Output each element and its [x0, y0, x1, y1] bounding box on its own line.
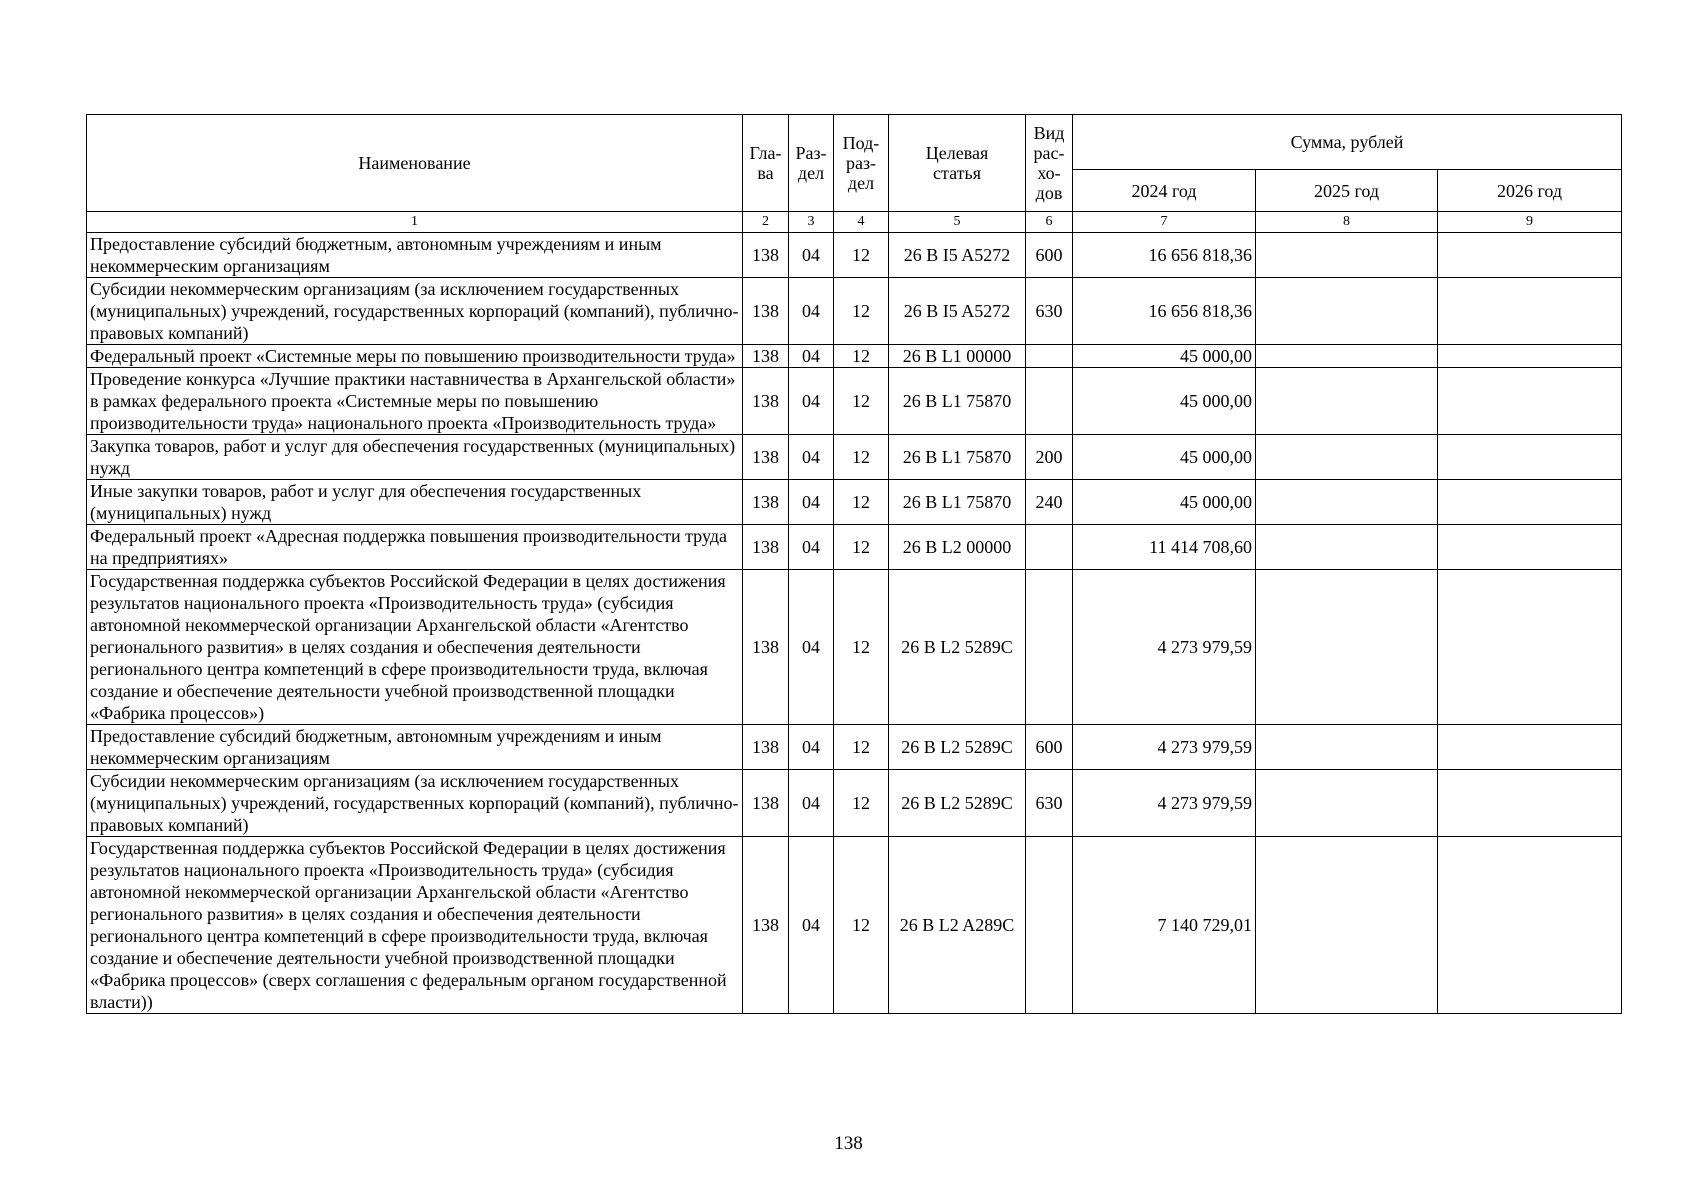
- row-sum-2024: 45 000,00: [1073, 345, 1256, 368]
- row-sum-2025: [1256, 435, 1438, 480]
- row-name: Субсидии некоммерческим организациям (за исключением государственных (муниципальных) учреждений, государственных корпораций (компаний), публично-правовых компаний): [87, 770, 743, 837]
- table-row: [87, 480, 1622, 525]
- page-number: 138: [834, 1133, 863, 1154]
- row-name: Федеральный проект «Адресная поддержка повышения производительности труда на предприятиях»: [87, 525, 743, 570]
- row-chapter: 138: [743, 770, 789, 837]
- row-expense-type: [1026, 570, 1073, 725]
- row-target: 26 В L2 00000: [889, 525, 1026, 570]
- row-target: 26 В L2 5289C: [889, 725, 1026, 770]
- table-row: [87, 770, 1622, 837]
- header-subsection-label: Под- раз- дел: [842, 133, 880, 193]
- row-chapter: 138: [743, 435, 789, 480]
- row-expense-type: [1026, 837, 1073, 1014]
- header-year-2024: 2024 год: [1073, 170, 1256, 212]
- column-number: 6: [1026, 212, 1073, 233]
- row-sum-2026: [1438, 435, 1622, 480]
- row-sum-2025: [1256, 837, 1438, 1014]
- column-number: 8: [1256, 212, 1438, 233]
- row-target: 26 В L1 75870: [889, 480, 1026, 525]
- row-sum-2025: [1256, 345, 1438, 368]
- row-subsection: 12: [834, 570, 889, 725]
- row-sum-2025: [1256, 525, 1438, 570]
- row-subsection: 12: [834, 725, 889, 770]
- header-subsection: [834, 115, 889, 212]
- row-target: 26 В L2 A289C: [889, 837, 1026, 1014]
- row-target: 26 В L2 5289C: [889, 570, 1026, 725]
- row-expense-type: [1026, 368, 1073, 435]
- row-sum-2025: [1256, 725, 1438, 770]
- row-sum-2026: [1438, 725, 1622, 770]
- row-sum-2024: 16 656 818,36: [1073, 233, 1256, 278]
- row-sum-2024: 11 414 708,60: [1073, 525, 1256, 570]
- row-name: Закупка товаров, работ и услуг для обеспечения государственных (муниципальных) нужд: [87, 435, 743, 480]
- row-name: Иные закупки товаров, работ и услуг для обеспечения государственных (муниципальных) нужд: [87, 480, 743, 525]
- row-name: Предоставление субсидий бюджетным, автономным учреждениям и иным некоммерческим организациям: [87, 725, 743, 770]
- row-section: 04: [789, 233, 834, 278]
- header-target-label: Целевая статья: [925, 143, 989, 183]
- row-target: 26 В L1 00000: [889, 345, 1026, 368]
- row-name: Предоставление субсидий бюджетным, автономным учреждениям и иным некоммерческим организациям: [87, 233, 743, 278]
- header-section: [789, 115, 834, 212]
- row-sum-2026: [1438, 233, 1622, 278]
- row-sum-2026: [1438, 770, 1622, 837]
- row-sum-2025: [1256, 480, 1438, 525]
- row-section: 04: [789, 435, 834, 480]
- row-chapter: 138: [743, 368, 789, 435]
- table-row: [87, 725, 1622, 770]
- row-section: 04: [789, 278, 834, 345]
- row-expense-type: 630: [1026, 278, 1073, 345]
- row-target: 26 В L1 75870: [889, 435, 1026, 480]
- row-expense-type: 240: [1026, 480, 1073, 525]
- row-expense-type: [1026, 525, 1073, 570]
- row-sum-2026: [1438, 480, 1622, 525]
- row-chapter: 138: [743, 278, 789, 345]
- row-sum-2026: [1438, 837, 1622, 1014]
- column-number: 3: [789, 212, 834, 233]
- row-section: 04: [789, 368, 834, 435]
- row-name: Государственная поддержка субъектов Российской Федерации в целях достижения результатов национального проекта «Производительность труда» (субсидия автономной некоммерческой организации Архангельской области «Агентство регионального развития» в целях создания и обеспечения деятельности регионального центра компетенций в сфере производительности труда, включая создание и обеспечение деятельности учебной производственной площадки «Фабрика процессов»): [87, 570, 743, 725]
- row-name: Субсидии некоммерческим организациям (за исключением государственных (муниципальных) учреждений, государственных корпораций (компаний), публично-правовых компаний): [87, 278, 743, 345]
- row-sum-2024: 16 656 818,36: [1073, 278, 1256, 345]
- table-row: [87, 525, 1622, 570]
- row-sum-2024: 45 000,00: [1073, 480, 1256, 525]
- column-number: 4: [834, 212, 889, 233]
- row-sum-2026: [1438, 278, 1622, 345]
- row-subsection: 12: [834, 278, 889, 345]
- row-sum-2024: 45 000,00: [1073, 368, 1256, 435]
- column-numbers-row: [87, 212, 1622, 233]
- row-sum-2024: 4 273 979,59: [1073, 725, 1256, 770]
- column-number: 2: [743, 212, 789, 233]
- table-row: [87, 435, 1622, 480]
- row-target: 26 В I5 A5272: [889, 278, 1026, 345]
- header-expense-type-label: Вид рас- хо- дов: [1033, 123, 1065, 203]
- column-number: 7: [1073, 212, 1256, 233]
- row-sum-2026: [1438, 368, 1622, 435]
- row-chapter: 138: [743, 345, 789, 368]
- row-subsection: 12: [834, 480, 889, 525]
- row-sum-2024: 45 000,00: [1073, 435, 1256, 480]
- header-chapter-label: Гла- ва: [749, 143, 782, 183]
- header-section-label: Раз- дел: [795, 143, 827, 183]
- row-target: 26 В L2 5289C: [889, 770, 1026, 837]
- table-row: [87, 278, 1622, 345]
- header-expense-type: [1026, 115, 1073, 212]
- row-chapter: 138: [743, 837, 789, 1014]
- table-row: [87, 570, 1622, 725]
- row-sum-2026: [1438, 345, 1622, 368]
- row-name: Государственная поддержка субъектов Российской Федерации в целях достижения результатов национального проекта «Производительность труда» (субсидия автономной некоммерческой организации Архангельской области «Агентство регионального развития» в целях создания и обеспечения деятельности регионального центра компетенций в сфере производительности труда, включая создание и обеспечение деятельности учебной производственной площадки «Фабрика процессов» (сверх соглашения с федеральным органом государственной власти)): [87, 837, 743, 1014]
- row-name: Федеральный проект «Системные меры по повышению производительности труда»: [87, 345, 743, 368]
- header-year-2026: 2026 год: [1438, 170, 1622, 212]
- row-sum-2025: [1256, 570, 1438, 725]
- table-body: [87, 233, 1622, 1014]
- header-target: [889, 115, 1026, 212]
- row-subsection: 12: [834, 368, 889, 435]
- row-expense-type: 630: [1026, 770, 1073, 837]
- row-subsection: 12: [834, 345, 889, 368]
- row-sum-2025: [1256, 368, 1438, 435]
- row-target: 26 В I5 A5272: [889, 233, 1026, 278]
- budget-table: [86, 114, 1622, 1014]
- header-name: Наименование: [87, 115, 743, 212]
- row-name: Проведение конкурса «Лучшие практики наставничества в Архангельской области» в рамках федерального проекта «Системные меры по повышению производительности труда» национального проекта «Производительность труда»: [87, 368, 743, 435]
- row-expense-type: 200: [1026, 435, 1073, 480]
- header-year-2025: 2025 год: [1256, 170, 1438, 212]
- row-section: 04: [789, 345, 834, 368]
- row-section: 04: [789, 480, 834, 525]
- row-target: 26 В L1 75870: [889, 368, 1026, 435]
- column-number: 5: [889, 212, 1026, 233]
- row-subsection: 12: [834, 770, 889, 837]
- row-sum-2024: 7 140 729,01: [1073, 837, 1256, 1014]
- row-chapter: 138: [743, 233, 789, 278]
- row-sum-2025: [1256, 770, 1438, 837]
- row-sum-2026: [1438, 570, 1622, 725]
- column-number: 9: [1438, 212, 1622, 233]
- row-section: 04: [789, 837, 834, 1014]
- row-subsection: 12: [834, 525, 889, 570]
- row-sum-2024: 4 273 979,59: [1073, 770, 1256, 837]
- column-number: 1: [87, 212, 743, 233]
- row-sum-2026: [1438, 525, 1622, 570]
- table-row: [87, 345, 1622, 368]
- row-chapter: 138: [743, 525, 789, 570]
- header-chapter: [743, 115, 789, 212]
- table-header: [87, 115, 1622, 233]
- row-subsection: 12: [834, 837, 889, 1014]
- row-sum-2025: [1256, 233, 1438, 278]
- header-sum: Сумма, рублей: [1073, 115, 1622, 170]
- row-chapter: 138: [743, 480, 789, 525]
- row-subsection: 12: [834, 435, 889, 480]
- row-expense-type: [1026, 345, 1073, 368]
- row-section: 04: [789, 525, 834, 570]
- row-chapter: 138: [743, 570, 789, 725]
- table-row: [87, 837, 1622, 1014]
- row-expense-type: 600: [1026, 233, 1073, 278]
- table-row: [87, 233, 1622, 278]
- row-sum-2025: [1256, 278, 1438, 345]
- row-section: 04: [789, 570, 834, 725]
- row-chapter: 138: [743, 725, 789, 770]
- row-section: 04: [789, 770, 834, 837]
- row-expense-type: 600: [1026, 725, 1073, 770]
- table-row: [87, 368, 1622, 435]
- row-sum-2024: 4 273 979,59: [1073, 570, 1256, 725]
- row-subsection: 12: [834, 233, 889, 278]
- row-section: 04: [789, 725, 834, 770]
